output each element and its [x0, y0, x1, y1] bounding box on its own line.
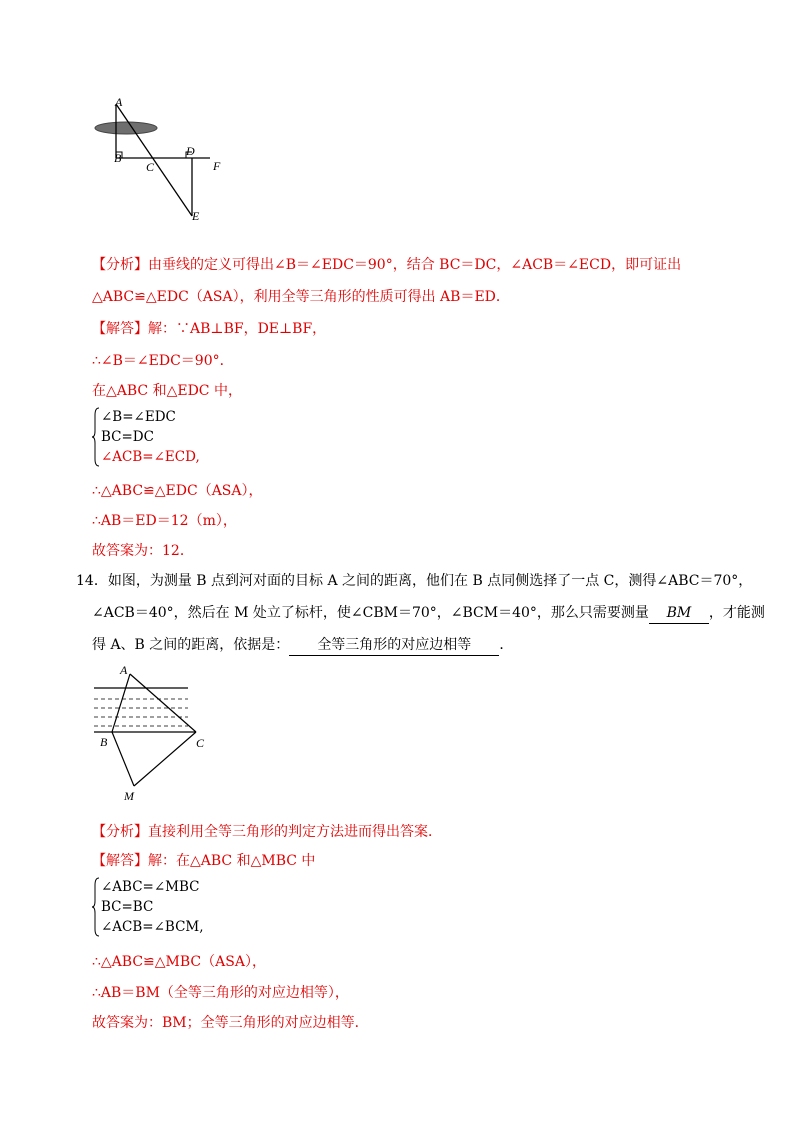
system-row: ∠B=∠EDC	[101, 409, 176, 425]
question-14-line3	[92, 635, 513, 656]
brace-icon	[92, 407, 100, 467]
segment-ab	[112, 674, 130, 732]
answer-14-step1: ∴△ABC≌△MBC（ASA），	[92, 954, 266, 970]
system-row: ∠ABC=∠MBC	[101, 879, 200, 895]
answer-13-step3: ∴△ABC≌△EDC（ASA），	[92, 483, 263, 499]
label-b: B	[114, 151, 122, 165]
system-row: BC=BC	[101, 899, 154, 915]
system-row: BC=DC	[101, 429, 154, 445]
equation-system-13	[92, 407, 200, 467]
label-b: B	[100, 735, 108, 749]
answer-14-final: 故答案为：BM；全等三角形的对应边相等．	[92, 1015, 369, 1031]
label-c: C	[146, 160, 155, 174]
figure-river-1	[88, 92, 248, 227]
question-14-line1: 14．如图，为测量 B 点到河对面的目标 A 之间的距离，他们在 B 点同侧选择了一点 C，测得∠ABC＝70°，	[76, 573, 753, 589]
question-14-line2-end: ，才能测	[708, 605, 765, 621]
label-m: M	[124, 789, 134, 803]
label-d: D	[186, 144, 195, 158]
question-14-line2	[92, 603, 765, 624]
segment-bm	[112, 732, 134, 786]
answer-14-step2: ∴AB＝BM（全等三角形的对应边相等），	[92, 985, 349, 1001]
analysis-13-line1: 【分析】由垂线的定义可得出∠B＝∠EDC＝90°，结合 BC＝DC，∠ACB＝∠ECD，即可证出	[92, 257, 682, 273]
answer-blank-2: 全等三角形的对应边相等	[289, 635, 499, 656]
answer-blank-1: BM	[649, 603, 709, 624]
brace-icon	[92, 877, 100, 937]
label-f: F	[213, 159, 221, 173]
question-14-line3-end: ．	[499, 637, 514, 653]
segment-cm	[134, 732, 196, 786]
system-row: ∠ACB=∠ECD,	[101, 449, 200, 465]
label-a: A	[120, 663, 128, 677]
analysis-13-line2: △ABC≌△EDC（ASA），利用全等三角形的性质可得出 AB＝ED．	[92, 289, 510, 305]
obstacle-ellipse	[95, 122, 157, 134]
equation-system-14	[92, 877, 204, 937]
system-row: ∠ACB=∠BCM,	[101, 919, 204, 935]
segment-ac	[130, 674, 196, 732]
analysis-14: 【分析】直接利用全等三角形的判定方法进而得出答案．	[92, 824, 442, 840]
answer-13-step4: ∴AB＝ED＝12（m），	[92, 513, 237, 529]
figure-river-2	[88, 660, 218, 805]
label-e: E	[192, 209, 200, 223]
answer-13-step1: ∴∠B＝∠EDC＝90°．	[92, 353, 234, 369]
answer-14-head: 【解答】解：在△ABC 和△MBC 中	[92, 853, 316, 869]
answer-13-head: 【解答】解：∵AB⊥BF，DE⊥BF，	[92, 321, 327, 337]
label-a: A	[115, 95, 123, 109]
question-14-line3-text: 得 A、B 之间的距离，依据是：	[92, 637, 290, 653]
label-c: C	[196, 736, 205, 750]
question-14-line2-text: ∠ACB＝40°，然后在 M 处立了标杆，使∠CBM＝70°，∠BCM＝40°，那么只需要测量	[92, 605, 649, 621]
answer-13-step2: 在△ABC 和△EDC 中，	[92, 383, 242, 399]
answer-13-final: 故答案为：12．	[92, 543, 194, 559]
